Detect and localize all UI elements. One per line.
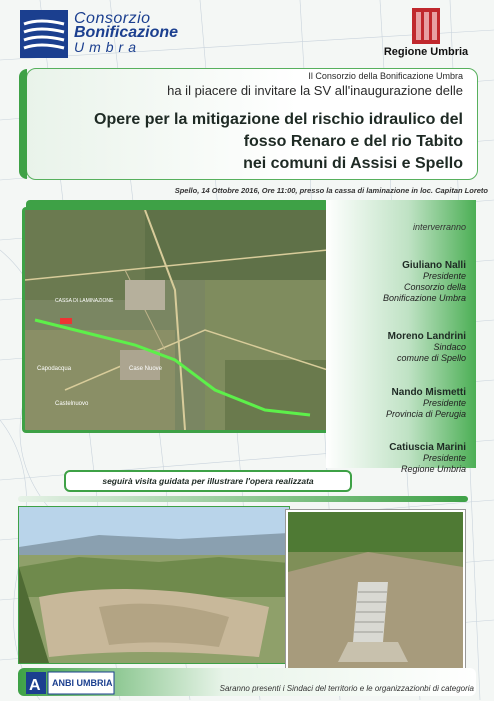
site-photo-spillway-image xyxy=(288,512,463,668)
anbi-logo xyxy=(26,670,116,696)
speaker-landrini xyxy=(326,331,466,364)
map-label-castelnuovo: Castelnuovo xyxy=(55,401,89,407)
speaker-nalli xyxy=(326,260,466,304)
speaker-role: Presidente xyxy=(422,398,466,408)
speaker-role: Regione Umbria xyxy=(400,464,466,474)
logo-line-3: Umbra xyxy=(74,39,142,55)
title-line-3: nei comuni di Assisi e Spello xyxy=(243,155,463,172)
anbi-logo-text: ANBI UMBRIA xyxy=(52,678,113,688)
consortium-logo-icon xyxy=(20,10,68,58)
speaker-role: Bonificazione Umbra xyxy=(382,293,466,303)
visit-note: seguirà visita guidata per illustrare l'opera realizzata xyxy=(64,470,352,492)
dateline: Spello, 14 Ottobre 2016, Ore 11:00, presso la cassa di laminazione in loc. Capitan Loreto xyxy=(174,186,488,195)
logo-line-1: Consorzio xyxy=(74,10,151,27)
speaker-name: Giuliano Nalli xyxy=(402,260,466,271)
anbi-logo-icon xyxy=(26,670,116,696)
site-photo-panorama-image xyxy=(19,507,289,663)
site-photo-panorama xyxy=(18,506,290,664)
speaker-name: Catiuscia Marini xyxy=(389,442,466,453)
site-photo-spillway xyxy=(286,510,465,670)
map-label-cassa: CASSA DI LAMINAZIONE xyxy=(55,298,114,304)
logo-line-2: Bonificazione xyxy=(74,24,179,41)
region-logo xyxy=(380,8,472,58)
speaker-role: Presidente xyxy=(422,453,466,463)
invite-line: ha il piacere di invitare la SV all'inaugurazione delle xyxy=(167,83,463,98)
speaker-role: Sindaco xyxy=(433,342,466,352)
event-title xyxy=(43,109,463,175)
panel-accent xyxy=(19,69,27,179)
speaker-role: Consorzio della xyxy=(403,282,466,292)
aerial-map-image xyxy=(25,210,328,430)
photo-strip-bar xyxy=(18,496,468,502)
speaker-mismetti xyxy=(326,387,466,420)
map-label-case-nuove: Case Nuove xyxy=(129,366,163,372)
region-name: Regione Umbria xyxy=(383,46,469,58)
speakers-panel xyxy=(326,200,476,474)
speakers-intro: interverranno xyxy=(412,222,466,232)
title-line-1: Opere per la mitigazione del rischio idraulico del xyxy=(94,111,463,128)
speaker-role: Provincia di Perugia xyxy=(385,409,466,419)
speaker-name: Moreno Landrini xyxy=(387,331,466,342)
map-label-capodacqua: Capodacqua xyxy=(37,366,72,372)
speaker-role: comune di Spello xyxy=(396,353,466,363)
consortium-logo xyxy=(20,10,190,58)
aerial-map xyxy=(22,207,331,433)
speaker-role: Presidente xyxy=(422,271,466,281)
speaker-name: Nando Mismetti xyxy=(391,387,466,398)
host-line: Il Consorzio della Bonificazione Umbra xyxy=(308,71,463,81)
footer-note: Saranno presenti i Sindaci del territorio e le organizzazionbi di categoria xyxy=(219,684,474,693)
invitation-panel xyxy=(26,68,478,180)
svg-text:A: A xyxy=(29,677,41,694)
region-flag-icon xyxy=(412,8,440,44)
title-line-2: fosso Renaro e del rio Tabito xyxy=(243,133,463,150)
